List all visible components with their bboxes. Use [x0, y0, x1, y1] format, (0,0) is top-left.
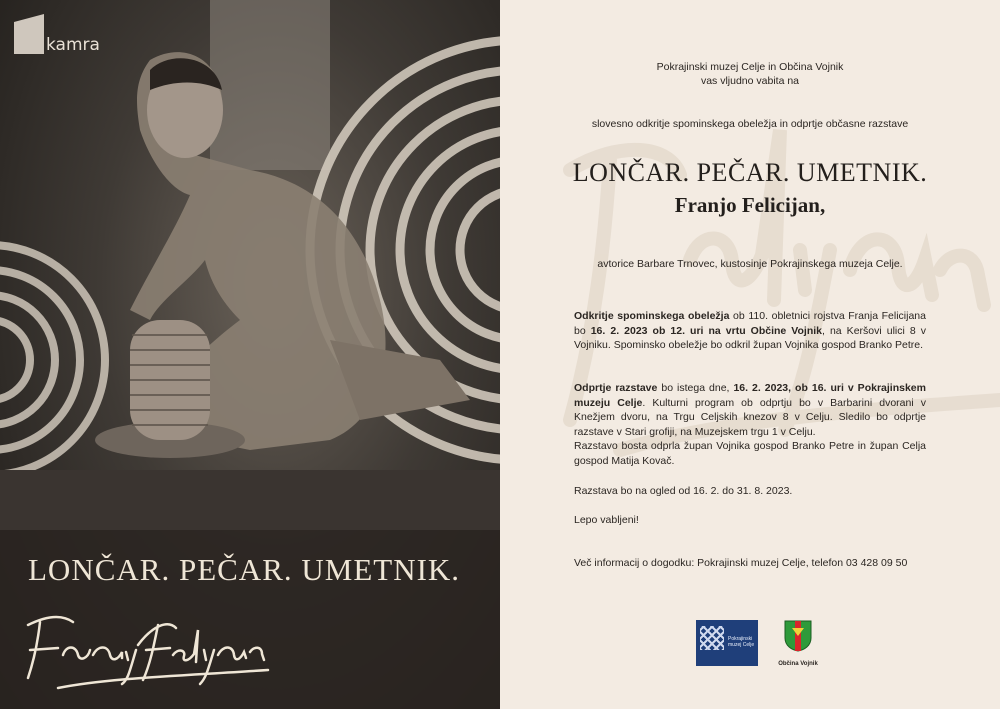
- opening-text-3: Razstavo bosta odprla župan Vojnika gospod Branko Petre in župan Celja gospod Matija Kovač.: [574, 440, 926, 467]
- invitation-panel: [500, 0, 1000, 709]
- host-line-2: vas vljudno vabita na: [700, 75, 800, 87]
- kamra-logo-text: kamra: [46, 35, 100, 55]
- host-text: [500, 60, 1000, 88]
- duration-text: Razstava bo na ogled od 16. 2. do 31. 8. 2023.: [574, 485, 793, 497]
- memorial-date: 16. 2. 2023 ob 12. uri na vrtu Občine Vojnik: [590, 324, 823, 337]
- museum-logo-text: Pokrajinski muzej Celje: [728, 636, 755, 648]
- signature-image: [18, 600, 278, 690]
- welcome-text: Lepo vabljeni!: [574, 514, 639, 526]
- opening-heading: Odprtje razstave: [574, 382, 658, 394]
- author-line: avtorice Barbare Trnovec, kustosinje Pokrajinskega muzeja Celje.: [597, 258, 903, 270]
- artist-name: Franjo Felicijan,: [674, 193, 826, 217]
- opening-text-2: . Kulturni program ob odprtju bo v Barbarini dvorani v Knežjem dvoru, na Trgu Celjskih knezov 8 v Celju. Sledilo bo odprtje razstave v Stari grofiji, na Muzejskem trgu 1 v Celju.: [574, 396, 927, 438]
- signature-watermark: [500, 0, 1000, 709]
- host-line-1: Pokrajinski muzej Celje in Občina Vojnik: [656, 61, 844, 73]
- exhibition-title: LONČAR. PEČAR. UMETNIK.: [572, 158, 928, 187]
- opening-text-1: bo istega dne,: [657, 382, 734, 394]
- occasion-text: slovesno odkritje spominskega obeležja in odprtje občasne razstave: [591, 118, 909, 130]
- vojnik-crest-icon: [784, 620, 812, 652]
- opening-paragraph: [574, 381, 926, 468]
- museum-logo: [696, 620, 758, 666]
- kamra-logo-mark: [14, 14, 44, 54]
- partner-logos: [696, 620, 818, 667]
- left-title: LONČAR. PEČAR. UMETNIK.: [28, 552, 461, 587]
- memorial-paragraph: [574, 309, 926, 353]
- contact-text: Več informacij o dogodku: Pokrajinski muzej Celje, telefon 03 428 09 50: [574, 557, 908, 569]
- memorial-text-2: , na Keršovi ulici 8 v Vojniku. Spominsko obeležje bo odkril župan Vojnika gospod Branko Petre.: [574, 324, 926, 351]
- kamra-logo: [14, 14, 100, 54]
- memorial-heading: Odkritje spominskega obeležja: [574, 310, 730, 322]
- vojnik-logo: [778, 620, 818, 667]
- memorial-text-1: ob 110. obletnici rojstva Franja Felicijana bo: [574, 310, 926, 337]
- vojnik-caption: Občina Vojnik: [778, 661, 818, 667]
- opening-date: 16. 2. 2023, ob 16. uri v Pokrajinskem muzeju Celje: [574, 382, 926, 409]
- museum-logo-pattern: [700, 626, 724, 650]
